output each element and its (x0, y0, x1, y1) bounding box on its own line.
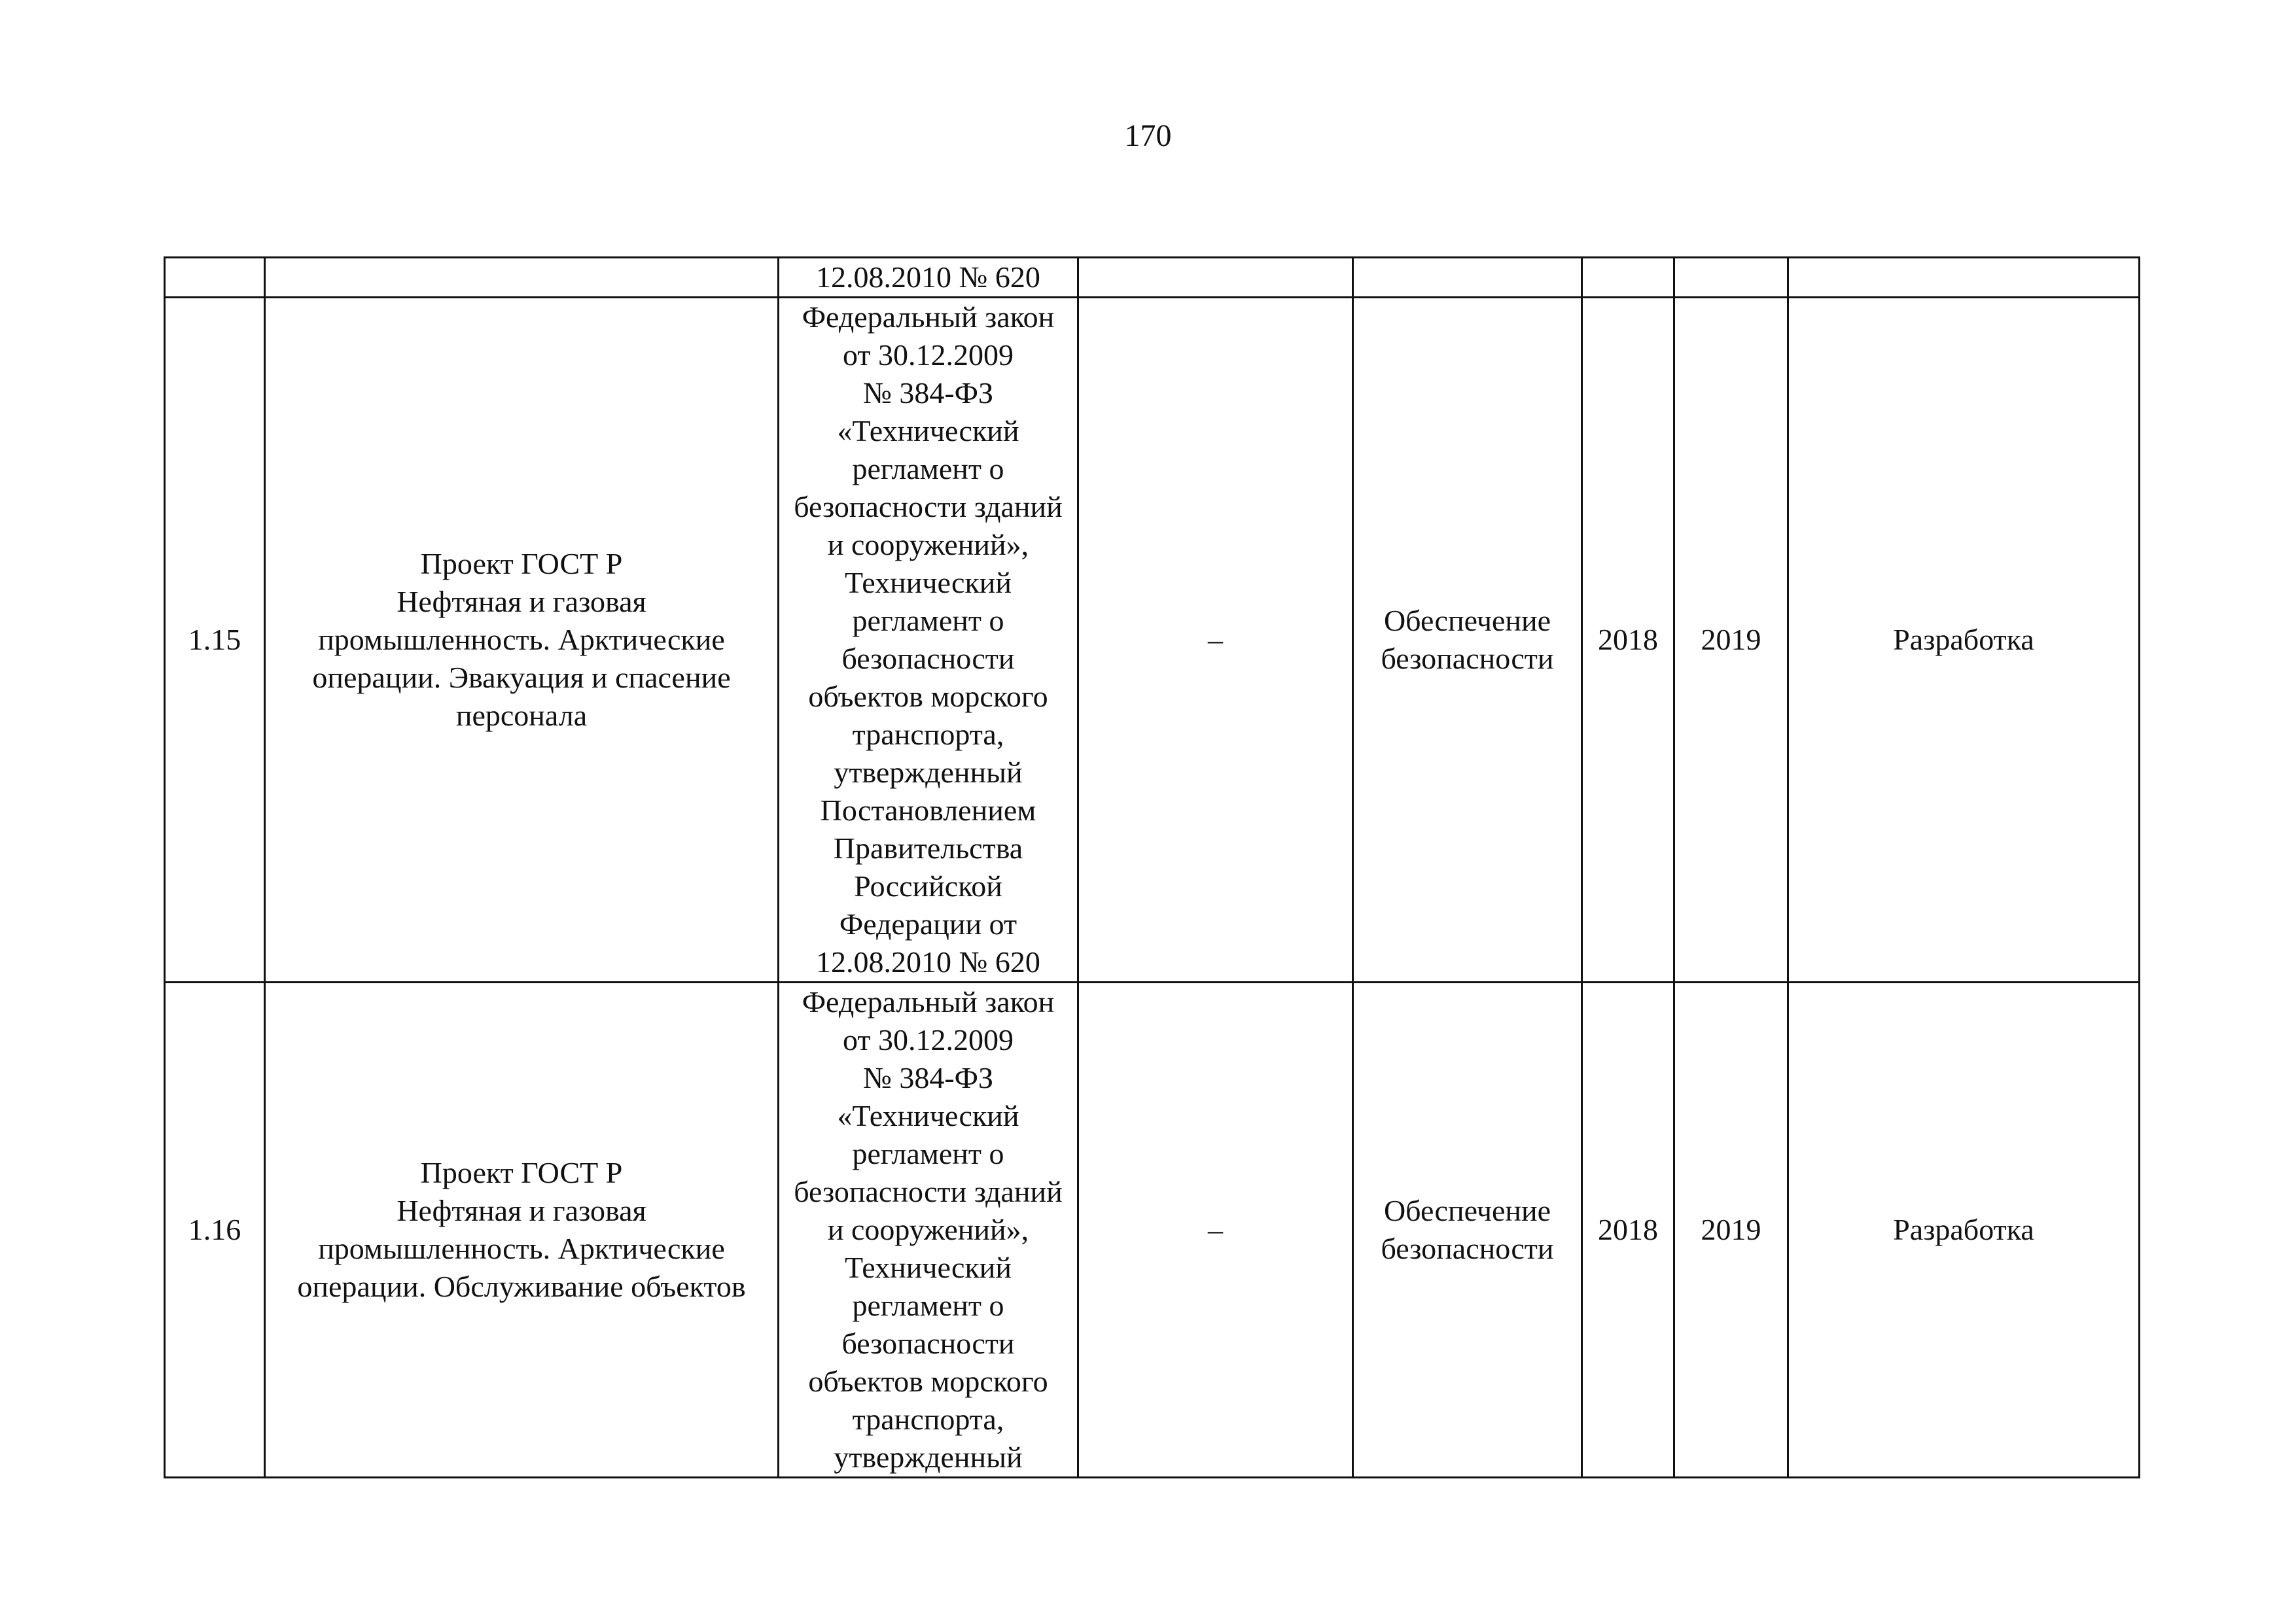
legal-basis-line: Правительства (833, 831, 1023, 865)
legal-basis-line: № 384-ФЗ (862, 1061, 994, 1094)
legal-basis-line: транспорта, (852, 1403, 1004, 1436)
purpose (1353, 298, 1582, 983)
standards-plan-table (164, 256, 2140, 1478)
title-line: операции. Обслуживание объектов (297, 1270, 746, 1303)
title-line: Проект ГОСТ Р (420, 1156, 623, 1189)
legal-basis-line: безопасности зданий (794, 490, 1063, 523)
legal-basis-line: и сооружений», (827, 1213, 1029, 1246)
purpose-line: Обеспечение (1383, 604, 1551, 637)
title-line: Проект ГОСТ Р (420, 547, 623, 580)
table-row (165, 298, 2140, 983)
legal-basis-line: от 30.12.2009 (843, 1023, 1014, 1056)
end-year-cell (1674, 258, 1788, 298)
legal-basis (779, 298, 1078, 983)
legal-basis-line: Федеральный закон (802, 985, 1055, 1019)
legal-basis-line: 12.08.2010 № 620 (816, 945, 1040, 979)
work-type: Разработка (1788, 983, 2140, 1478)
standard-title (265, 298, 779, 983)
purpose-line: Обеспечение (1383, 1194, 1551, 1227)
legal-basis-line: и сооружений», (827, 528, 1029, 561)
legal-basis-line: транспорта, (852, 718, 1004, 751)
title-line: Нефтяная и газовая (397, 585, 646, 618)
legal-basis-line: регламент о (852, 1137, 1004, 1170)
start-year-cell (1582, 258, 1674, 298)
continuation-row (165, 258, 2140, 298)
legal-basis-line: от 30.12.2009 (843, 338, 1014, 372)
legal-basis-line: безопасности зданий (794, 1175, 1063, 1208)
start-year: 2018 (1582, 983, 1674, 1478)
title-line: промышленность. Арктические (318, 1232, 725, 1265)
legal-basis-line: Российской (854, 869, 1002, 903)
title-line: промышленность. Арктические (318, 623, 725, 656)
legal-basis-line: Технический (844, 566, 1012, 599)
title-cell (265, 258, 779, 298)
dash-cell (1078, 258, 1353, 298)
legal-basis-line: регламент о (852, 1289, 1004, 1322)
legal-basis-line: утвержденный (834, 1440, 1023, 1474)
title-line: Нефтяная и газовая (397, 1194, 646, 1227)
table-row (165, 983, 2140, 1478)
legal-basis-line: безопасности (841, 1327, 1015, 1360)
legal-basis-line: Федеральный закон (802, 300, 1055, 334)
end-year: 2019 (1674, 298, 1788, 983)
purpose-cell (1353, 258, 1582, 298)
dash-value: – (1078, 983, 1353, 1478)
legal-basis-line: объектов морского (808, 1365, 1048, 1398)
legal-basis-line: регламент о (852, 604, 1004, 637)
title-line: персонала (455, 699, 588, 732)
legal-basis-line: Технический (844, 1251, 1012, 1284)
dash-value: – (1078, 298, 1353, 983)
legal-basis-line: объектов морского (808, 680, 1048, 713)
legal-basis-cell (779, 258, 1078, 298)
purpose-line: безопасности (1381, 642, 1554, 675)
purpose (1353, 983, 1582, 1478)
legal-basis-line: Постановлением (820, 794, 1036, 827)
work-type: Разработка (1788, 298, 2140, 983)
legal-basis-tail: 12.08.2010 № 620 (816, 260, 1040, 294)
legal-basis-line: утвержденный (834, 756, 1023, 789)
legal-basis-line: № 384-ФЗ (862, 376, 994, 410)
end-year: 2019 (1674, 983, 1788, 1478)
work-type-cell (1788, 258, 2140, 298)
start-year: 2018 (1582, 298, 1674, 983)
legal-basis-line: регламент о (852, 452, 1004, 485)
legal-basis-line: Федерации от (839, 907, 1017, 941)
page-number: 170 (1124, 118, 1172, 153)
standard-title (265, 983, 779, 1478)
legal-basis (779, 983, 1078, 1478)
row-number: 1.16 (165, 983, 265, 1478)
legal-basis-line: безопасности (841, 642, 1015, 675)
legal-basis-line: «Технический (837, 1099, 1019, 1132)
num-cell (165, 258, 265, 298)
purpose-line: безопасности (1381, 1232, 1554, 1265)
legal-basis-line: «Технический (837, 414, 1019, 447)
title-line: операции. Эвакуация и спасение (312, 661, 731, 694)
row-number: 1.15 (165, 298, 265, 983)
